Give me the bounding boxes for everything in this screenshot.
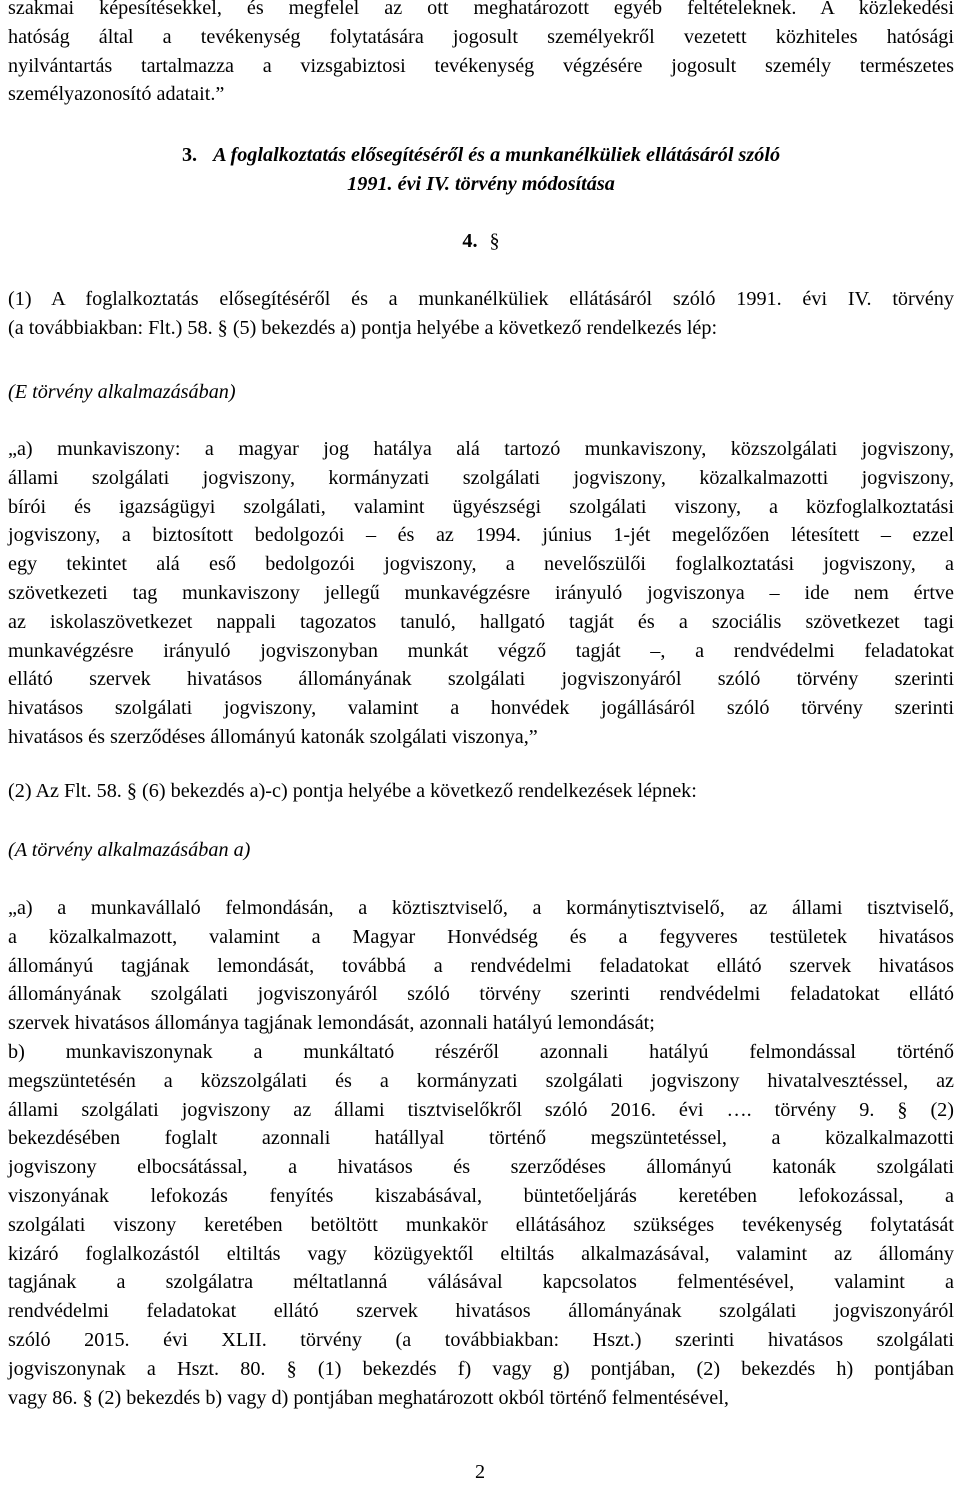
- quote-2-line: tagjának a szolgálatra méltatlanná válásával kapcsolatos felmentésével, valamint a: [8, 1271, 954, 1294]
- quote-2-line: „a) a munkavállaló felmondásán, a köztisztviselő, a kormánytisztviselő, az állami tisztviselő,: [8, 897, 954, 919]
- chapter-title-line2: 1991. évi IV. törvény módosítása: [347, 172, 615, 195]
- paragraph-2: [8, 777, 954, 806]
- italic-lead-in-text: (E törvény alkalmazásában): [8, 381, 236, 403]
- quote-2-line: bekezdésében foglalt azonnali hatállyal történő megszüntetéssel, a közalkalmazotti: [8, 1127, 954, 1150]
- quote-2-line: a közalkalmazott, valamint a Magyar Honvédség és a fegyveres testületek hivatásos: [8, 925, 954, 948]
- quote-1-line: jogviszony, a biztosított bedolgozói – és az 1994. június 1-jét megelőzően létesített – ezzel: [8, 524, 954, 547]
- quote-2-line: szervek hivatásos állománya tagjának lemondását, azonnali hatályú lemondását;: [8, 1012, 655, 1035]
- italic-lead-in-1: [8, 378, 954, 407]
- quote-1-line: munkavégzésre irányuló jogviszonyban munkát végző tagját –, a rendvédelmi feladatokat: [8, 639, 954, 662]
- quote-2-line: viszonyának lefokozás fenyítés kiszabásával, büntetőeljárás keretében lefokozással, a: [8, 1184, 954, 1207]
- quote-2-line: szolgálati viszony keretében betöltött munkakör ellátásához szükséges tevékenység folytatását: [8, 1213, 954, 1236]
- quote-2-line: szóló 2015. évi XLII. törvény (a továbbiakban: Hszt.) szerinti hivatásos szolgálati: [8, 1328, 954, 1351]
- chapter-heading-line1: [8, 141, 954, 170]
- quote-2-line: vagy 86. § (2) bekezdés b) vagy d) pontjában meghatározott okból történő felmentésével,: [8, 1386, 729, 1409]
- intro-paragraph: [8, 0, 954, 109]
- quote-1-line: hivatásos és szerződéses állományú katonák szolgálati viszonya,”: [8, 725, 538, 748]
- section-symbol: §: [489, 230, 500, 252]
- quoted-provision-2: [8, 894, 954, 1412]
- quoted-provision-1: [8, 435, 954, 752]
- chapter-number: 3.: [181, 144, 198, 166]
- quote-1-line: ellátó szervek hivatásos állományának szolgálati jogviszonyáról szóló törvény szerinti: [8, 668, 954, 691]
- section-number: 4.: [462, 230, 478, 252]
- quote-1-line: bírói és igazságügyi szolgálati, valamint ügyészségi szolgálati viszony, a közfoglalkoztatási: [8, 495, 954, 518]
- chapter-title-line1: A foglalkoztatás elősegítéséről és a munkanélküliek ellátásáról szóló: [213, 144, 781, 166]
- quote-2-line: kizáró foglalkozástól eltiltás vagy közügyektől eltiltás alkalmazásával, valamint az állomány: [8, 1242, 954, 1265]
- intro-line: szakmai képesítésekkel, és megfelel az ott meghatározott egyéb feltételeknek. A közlekedési: [8, 0, 954, 19]
- paragraph-2-text: (2) Az Flt. 58. § (6) bekezdés a)-c) pontja helyébe a következő rendelkezések lépnek:: [8, 780, 697, 802]
- quote-2-line: megszüntetésén a közszolgálati és a kormányzati szolgálati jogviszony hivatalvesztéssel, az: [8, 1069, 954, 1092]
- quote-2-line: rendvédelmi feladatokat ellátó szervek hivatásos állományának szolgálati jogviszonyáról: [8, 1300, 954, 1323]
- paragraph-1: [8, 285, 954, 343]
- quote-2-line: állami szolgálati jogviszony az állami tisztviselőkről szóló 2016. évi …. törvény 9. § (2): [8, 1098, 954, 1121]
- intro-line: nyilvántartás tartalmazza a vizsgabiztosi tevékenység végzésére jogosult személy természetes: [8, 54, 954, 77]
- italic-lead-in-text: (A törvény alkalmazásában a): [8, 839, 251, 861]
- quote-1-line: állami szolgálati jogviszony, kormányzati szolgálati jogviszony, közalkalmazotti jogviszony,: [8, 466, 954, 489]
- intro-line: hatóság által a tevékenység folytatására jogosult személyekről vezetett közhiteles hatósági: [8, 25, 954, 48]
- paragraph-1-line: (a továbbiakban: Flt.) 58. § (5) bekezdés a) pontja helyébe a következő rendelkezés lép:: [8, 316, 718, 339]
- section-mark: [8, 227, 954, 256]
- quote-1-line: egy tekintet alá eső bedolgozói jogviszony, a nevelőszülői foglalkoztatási jogviszony, a: [8, 553, 954, 576]
- quote-1-line: „a) munkaviszony: a magyar jog hatálya alá tartozó munkaviszony, közszolgálati jogviszony,: [8, 438, 954, 460]
- italic-lead-in-2: [8, 836, 954, 865]
- quote-1-line: hivatásos szolgálati jogviszony, valamint a honvédek jogállásáról szóló törvény szerinti: [8, 697, 954, 720]
- quote-2-line: b) munkaviszonynak a munkáltató részéről azonnali hatályú felmondással történő: [8, 1040, 954, 1063]
- quote-2-line: jogviszony elbocsátással, a hivatásos és szerződéses állományú katonák szolgálati: [8, 1156, 954, 1179]
- intro-line: személyazonosító adatait.”: [8, 83, 225, 106]
- paragraph-1-line: (1) A foglalkoztatás elősegítéséről és a munkanélküliek ellátásáról szóló 1991. évi IV. törvény: [8, 288, 954, 310]
- quote-2-line: állományú tagjának lemondását, továbbá a rendvédelmi feladatokat ellátó szervek hivatásos: [8, 954, 954, 977]
- chapter-heading: [8, 141, 954, 199]
- quote-2-line: állományának szolgálati jogviszonyáról szóló törvény szerinti rendvédelmi feladatokat ellátó: [8, 983, 954, 1006]
- page-number: 2: [474, 1461, 486, 1483]
- quote-2-line: jogviszonynak a Hszt. 80. § (1) bekezdés f) vagy g) pontjában, (2) bekezdés h) pontjában: [8, 1357, 954, 1380]
- quote-1-line: szövetkezeti tag munkaviszony jellegű munkavégzésre irányuló jogviszonya – ide nem értve: [8, 581, 954, 604]
- quote-1-line: az iskolaszövetkezet nappali tagozatos tanuló, hallgató tagját és a szociális szövetkezet tagi: [8, 610, 954, 633]
